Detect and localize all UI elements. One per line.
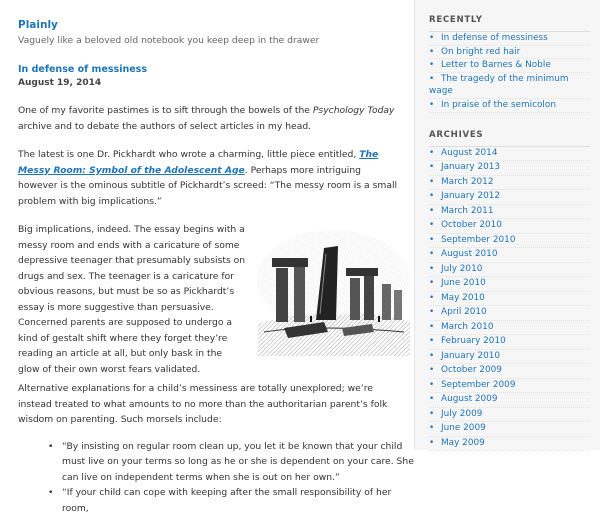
archive-link[interactable]: September 2009	[441, 380, 515, 390]
archive-item	[429, 306, 590, 321]
recent-post-link[interactable]: In praise of the semicolon	[441, 100, 556, 110]
recent-posts-title: RECENTLY	[429, 14, 590, 32]
archive-item	[429, 176, 590, 191]
recent-post-link[interactable]: On bright red hair	[441, 47, 520, 57]
post-paragraph-3: Big implications, indeed. The essay begins with a messy room and ends with a caricature of some depressive teenager that presumably subsists on drugs and sex. The teenager is a caricature for obvious reasons, but must be so as Pickhardt’s essay is more suggestive than persuasive. Concerned parents are supposed to undergo a kind of gestalt shift where they forget they’re reading an article at all, but only bask in the glow of their own worst fears validated.	[18, 222, 246, 377]
archive-item	[429, 263, 590, 278]
recent-post-item	[429, 46, 590, 60]
site-title-link[interactable]: Plainly	[18, 18, 414, 32]
recent-post-link[interactable]: In defense of messiness	[441, 33, 548, 43]
paragraph-text: The latest is one Dr. Pickhardt who wrote a charming, little piece entitled,	[18, 149, 359, 160]
archive-link[interactable]: January 2012	[441, 191, 500, 201]
archive-link[interactable]: March 2012	[441, 177, 493, 187]
post-paragraph-1	[18, 103, 402, 134]
post-date: August 19, 2014	[18, 77, 414, 90]
recent-posts-list	[429, 32, 590, 113]
recent-posts-widget	[429, 14, 590, 113]
recent-post-link[interactable]: The tragedy of the minimum wage	[429, 74, 569, 97]
archive-link[interactable]: June 2009	[441, 423, 486, 433]
archive-item	[429, 161, 590, 176]
recent-post-item	[429, 99, 590, 113]
archive-item	[429, 147, 590, 162]
post-paragraph-4: Alternative explanations for a child’s messiness are totally unexplored; we’re instead treated to what amounts to no more than the authoritarian parent’s folk wisdom on parenting. Such morsels include:	[18, 381, 402, 428]
recent-post-item	[429, 73, 590, 99]
emphasis-text: Psychology Today	[313, 105, 395, 116]
recent-post-link[interactable]: Letter to Barnes & Noble	[441, 60, 551, 70]
archive-link[interactable]: March 2011	[441, 206, 493, 216]
archives-title: ARCHIVES	[429, 129, 590, 147]
recent-post-item	[429, 59, 590, 73]
archive-item	[429, 292, 590, 307]
archive-item	[429, 190, 590, 205]
site-tagline: Vaguely like a beloved old notebook you keep deep in the drawer	[18, 34, 414, 48]
post-title-link[interactable]: In defense of messiness	[18, 63, 414, 76]
archive-link[interactable]: July 2009	[441, 409, 482, 419]
archive-link[interactable]: February 2010	[441, 336, 506, 346]
archive-link[interactable]: August 2014	[441, 148, 497, 158]
paragraph-text: One of my favorite pastimes is to sift through the bowels of the	[18, 105, 313, 116]
archives-list	[429, 147, 590, 452]
archive-link[interactable]: August 2009	[441, 394, 497, 404]
sidebar	[414, 0, 600, 450]
post-paragraph-2	[18, 147, 402, 209]
archive-link[interactable]: March 2010	[441, 322, 493, 332]
archive-link[interactable]: October 2010	[441, 220, 502, 230]
archive-link[interactable]: August 2010	[441, 249, 497, 259]
archive-item	[429, 393, 590, 408]
archive-item	[429, 205, 590, 220]
archive-item	[429, 350, 590, 365]
archive-item	[429, 321, 590, 336]
paragraph-text: archive and to debate the authors of select articles in my head.	[18, 121, 311, 132]
archives-widget	[429, 129, 590, 452]
archive-item	[429, 234, 590, 249]
archive-link[interactable]: June 2010	[441, 278, 486, 288]
archive-link[interactable]: September 2010	[441, 235, 515, 245]
article-link[interactable]: The Messy Room: Symbol of the Adolescent Age	[18, 149, 378, 176]
quote-list	[18, 439, 414, 516]
archive-link[interactable]: October 2009	[441, 365, 502, 375]
post-paragraph-3-with-image	[18, 222, 402, 368]
archive-link[interactable]: January 2010	[441, 351, 500, 361]
archive-link[interactable]: July 2010	[441, 264, 482, 274]
archive-link[interactable]: April 2010	[441, 307, 487, 317]
recent-post-item	[429, 32, 590, 46]
archive-item	[429, 379, 590, 394]
archive-item	[429, 248, 590, 263]
quote-item: • “By insisting on regular room clean up, you let it be known that your child must live on your terms so long as he or she is dependent on your care. She can live on independent terms when she is out on her own.”	[48, 439, 414, 486]
quote-item: • “If your child can cope with keeping after the small responsibility of her room,	[48, 485, 414, 516]
archive-item	[429, 335, 590, 350]
archive-item	[429, 277, 590, 292]
archive-item	[429, 364, 590, 379]
archive-item	[429, 408, 590, 423]
paragraph-text: . Perhaps more intriguing however is the ominous subtitle of Pickhardt’s screed: “The messy room is a small problem with big implications.”	[18, 165, 397, 207]
stonehenge-engraving-image	[254, 224, 412, 356]
archive-link[interactable]: January 2013	[441, 162, 500, 172]
archive-link[interactable]: May 2010	[441, 293, 485, 303]
archive-item	[429, 422, 590, 437]
archive-link[interactable]: May 2009	[441, 438, 485, 448]
archive-item	[429, 437, 590, 452]
archive-item	[429, 219, 590, 234]
